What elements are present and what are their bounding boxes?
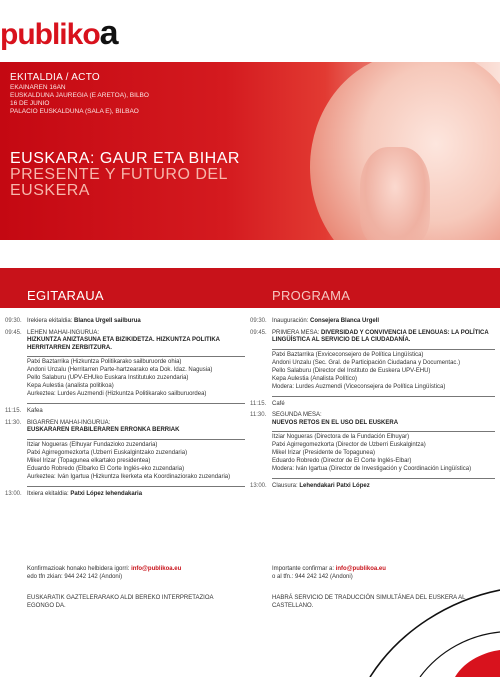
list-item: 13:00. Clausura: Lehendakari Patxi López [250,483,370,489]
header-programa: PROGRAMA [272,288,351,303]
decorative-swirl [360,540,500,677]
footer-basque: Konfirmazioak honako helbidera igorri: info@publikoa.eu edo tfn zkian: 944 242 142 (Andoni) EUSKARATIK GAZTELERARAKO ALDI BEREKO INTERPRETAZIOA EGONGO DA. [27,566,214,609]
programme-basque [5,318,245,502]
event-date-esp: 16 DE JUNIO [10,100,50,107]
title-euskara: EUSKARA: GAUR ETA BIHAR [10,150,240,167]
event-venue-esp: PALACIO EUSKALDUNA (SALA E), BILBAO [10,108,139,115]
programme-header-band [0,268,500,308]
logo-text-a: a [99,14,118,52]
list-item: 09:45. PRIMERA MESA: DIVERSIDAD Y CONVIVENCIA DE LENGUAS: LA POLÍTICA LINGÜÍSTICA AL SERVICIO DE LA CIUDADANÍA. [250,329,489,343]
speakers-list: Patxi Baztarrika (Hizkuntza Politikarako sailburuorde ohia) Andoni Unzalu (Herritarren Parte-hartzearako eta Dok. Idaz. Nagusia) Pello Salaburu (UPV-EHUko Euskara Institutuko zuzendaria) Kepa Aulestia (analista politikoa) Aurkeztea: Lurdes Auzmendi (Hizkuntza Politikarako sailburuordea) [27,356,245,404]
email-link[interactable]: info@publikoa.eu [131,566,182,572]
event-tag: EKITALDIA / ACTO [10,72,101,83]
list-item: 09:30. Irekiera ekitaldia: Blanca Urgell sailburua [5,318,141,324]
email-link[interactable]: info@publikoa.eu [335,566,386,572]
header-egitaraua: EGITARAUA [27,288,104,303]
logo-text-main: publiko [0,18,100,51]
list-item: 11:15. Kafea [5,408,43,414]
event-date-eus: EKAINAREN 16AN [10,84,66,91]
list-item: 11:30. BIGARREN MAHAI-INGURUA: EUSKARAREN ERABILERAREN ERRONKA BERRIAK [5,419,180,433]
title-spanish-1: PRESENTE Y FUTURO DEL [10,166,228,183]
event-venue-eus: EUSKALDUNA JAUREGIA (E ARETOA), BILBO [10,92,149,99]
footer-spanish: Importante confirmar a: info@publikoa.eu o al tfn.: 944 242 142 (Andoni) HABRÁ SERVICIO DE TRADUCCIÓN SIMULTÁNEA DEL EUSKERA AL CASTELLANO. [272,566,466,609]
list-item: 11:30. SEGUNDA MESA: NUEVOS RETOS EN EL USO DEL EUSKERA [250,412,399,426]
title-spanish-2: EUSKERA [10,182,90,199]
list-item: 09:30. Inauguración: Consejera Blanca Urgell [250,318,380,324]
event-info [10,72,149,116]
list-item: 09:45. LEHEN MAHAI-INGURUA: HIZKUNTZA ANIZTASUNA ETA BIZIKIDETZA. HIZKUNTZA POLITIKA HERRITARREN ZERBITZURA. [5,329,220,351]
speakers-list: Itziar Nogueras (Directora de la Fundación Elhuyar) Patxi Agirregomezkorta (Director de Uzberri Euskalgintza) Mikel Irizar (Presidente de Topagunea) Eduardo Robredo (Director de El Corte Inglés-Elbar) Modera: Iván Igartua (Director de Investigación y Coordinación Lingüística) [272,431,495,479]
speakers-list: Patxi Baztarrika (Exviceconsejero de Política Lingüística) Andoni Unzalu (Sec. Gral. de Participación Ciudadana y Documentac.) Pello Salaburu (Director del Instituto de Euskera UPV-EHU) Kepa Aulestia (Analista Político) Modera: Lurdes Auzmendi (Viceconsejera de Política Lingüística) [272,349,495,397]
hand-image [360,147,430,240]
list-item: 13:00. Itxiera ekitaldia: Patxi López lehendakaria [5,490,143,497]
event-banner [0,62,500,240]
event-titles [10,150,240,199]
speakers-list: Itziar Nogueras (Elhuyar Fundazioko zuzendaria) Patxi Agirregomezkorta (Uzberri Euskalgintzako zuzendaria) Mikel Irizar (Topagunea elkartako presidentea) Eduardo Robredo (Elbarko El Corte Inglés-eko zuzendaria) Aurkeztea: Iván Igartua (Hizkuntza Ikerketa eta Koordinaziorako zuzendaria) [27,439,245,487]
programme-spanish [250,318,495,495]
publikoa-logo [0,14,118,53]
list-item: 11:15. Café [250,400,285,407]
